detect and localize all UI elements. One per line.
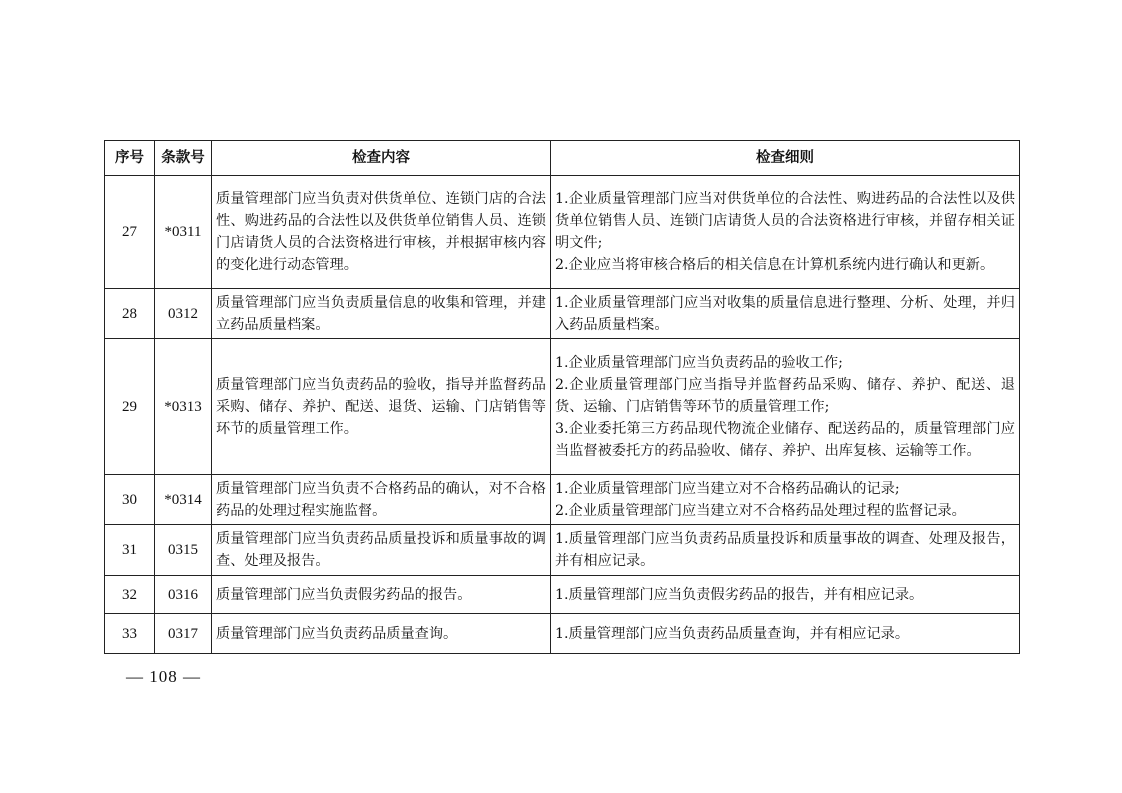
detail-item: 1.企业质量管理部门应当对供货单位的合法性、购进药品的合法性以及供货单位销售人员、连锁门店请货人员的合法资格进行审核，并留存相关证明文件; (555, 191, 1015, 251)
row-clause-number: 0312 (155, 289, 212, 339)
detail-item: 1.企业质量管理部门应当建立对不合格药品确认的记录; (555, 480, 900, 497)
header-inspection-details: 检查细则 (551, 141, 1020, 176)
row-clause-number: 0317 (155, 614, 212, 654)
row-clause-number: *0314 (155, 475, 212, 525)
table-row (105, 339, 1020, 475)
table-body (105, 176, 1020, 654)
detail-item: 2.企业应当将审核合格后的相关信息在计算机系统内进行确认和更新。 (555, 257, 995, 273)
row-serial-number: 31 (105, 525, 155, 576)
detail-item: 2.企业质量管理部门应当指导并监督药品采购、储存、养护、配送、退货、运输、门店销售等环节的质量管理工作; (555, 376, 1015, 415)
header-inspection-content: 检查内容 (212, 141, 551, 176)
detail-item: 1.企业质量管理部门应当对收集的质量信息进行整理、分析、处理，并归入药品质量档案。 (555, 294, 1015, 333)
inspection-table (104, 140, 1020, 654)
detail-item: 2.企业质量管理部门应当建立对不合格药品处理过程的监督记录。 (555, 502, 966, 519)
table-row (105, 475, 1020, 525)
table-row (105, 525, 1020, 576)
row-inspection-details (551, 614, 1020, 654)
table-row (105, 176, 1020, 289)
row-clause-number: 0316 (155, 576, 212, 614)
row-inspection-content: 质量管理部门应当负责对供货单位、连锁门店的合法性、购进药品的合法性以及供货单位销售人员、连锁门店请货人员的合法资格进行审核，并根据审核内容的变化进行动态管理。 (212, 176, 551, 289)
row-inspection-details (551, 176, 1020, 289)
page-number: — 108 — (126, 667, 201, 686)
table-row (105, 289, 1020, 339)
row-inspection-content: 质量管理部门应当负责质量信息的收集和管理，并建立药品质量档案。 (212, 289, 551, 339)
table-row (105, 614, 1020, 654)
row-inspection-content: 质量管理部门应当负责假劣药品的报告。 (212, 576, 551, 614)
header-serial-number: 序号 (105, 141, 155, 176)
detail-item: 3.企业委托第三方药品现代物流企业储存、配送药品的，质量管理部门应当监督被委托方的药品验收、储存、养护、出库复核、运输等工作。 (555, 420, 1015, 459)
row-inspection-details (551, 289, 1020, 339)
row-serial-number: 30 (105, 475, 155, 525)
row-serial-number: 29 (105, 339, 155, 475)
row-serial-number: 33 (105, 614, 155, 654)
detail-item: 1.质量管理部门应当负责假劣药品的报告，并有相应记录。 (555, 586, 924, 603)
row-inspection-content: 质量管理部门应当负责不合格药品的确认，对不合格药品的处理过程实施监督。 (212, 475, 551, 525)
row-clause-number: *0313 (155, 339, 212, 475)
row-clause-number: *0311 (155, 176, 212, 289)
row-inspection-content: 质量管理部门应当负责药品的验收，指导并监督药品采购、储存、养护、配送、退货、运输、门店销售等环节的质量管理工作。 (212, 339, 551, 475)
header-row (105, 141, 1020, 176)
row-inspection-details (551, 525, 1020, 576)
row-inspection-details (551, 339, 1020, 475)
row-serial-number: 27 (105, 176, 155, 289)
row-clause-number: 0315 (155, 525, 212, 576)
row-inspection-content: 质量管理部门应当负责药品质量查询。 (212, 614, 551, 654)
table-header (105, 141, 1020, 176)
row-inspection-details (551, 475, 1020, 525)
detail-item: 1.质量管理部门应当负责药品质量查询，并有相应记录。 (555, 625, 910, 642)
detail-item: 1.企业质量管理部门应当负责药品的验收工作; (555, 354, 843, 371)
detail-item: 1.质量管理部门应当负责药品质量投诉和质量事故的调查、处理及报告，并有相应记录。 (555, 531, 1015, 569)
row-inspection-details (551, 576, 1020, 614)
row-serial-number: 32 (105, 576, 155, 614)
header-clause-number: 条款号 (155, 141, 212, 176)
table-row (105, 576, 1020, 614)
row-inspection-content: 质量管理部门应当负责药品质量投诉和质量事故的调查、处理及报告。 (212, 525, 551, 576)
row-serial-number: 28 (105, 289, 155, 339)
